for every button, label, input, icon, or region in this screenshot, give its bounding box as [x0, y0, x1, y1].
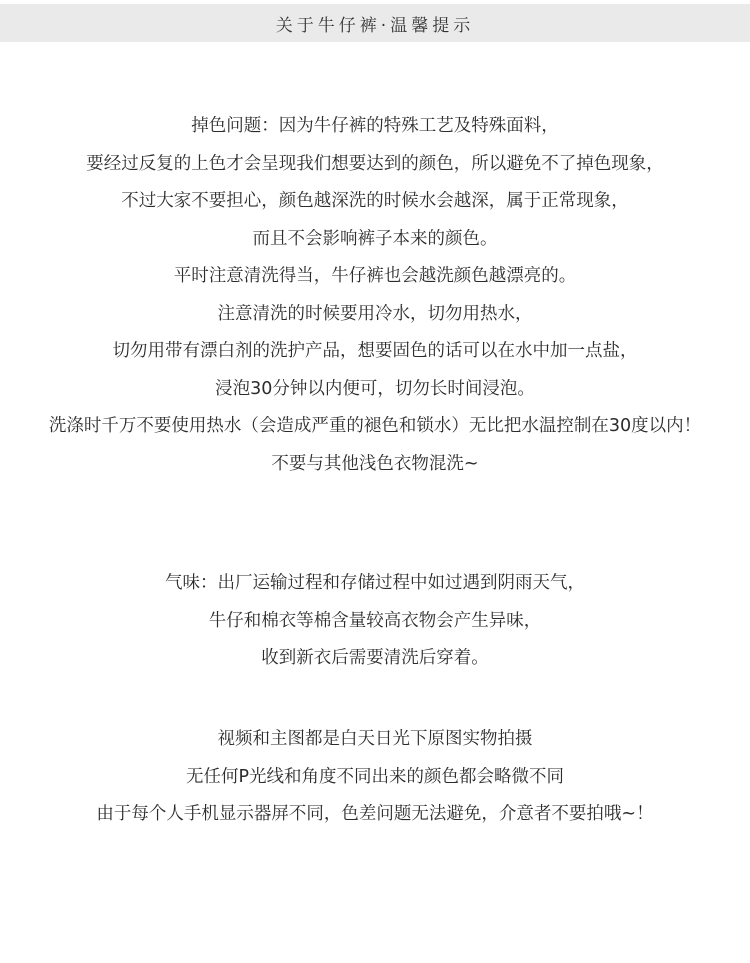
- fading-notice-line: 洗涤时千万不要使用热水（会造成严重的褪色和锁水）无比把水温控制在30度以内！: [48, 416, 702, 436]
- fading-notice-line: 注意清洗的时候要用冷水，切勿用热水，: [217, 303, 533, 324]
- fading-notice: [0, 108, 750, 483]
- odor-notice: [0, 565, 750, 678]
- fading-notice-line: 不过大家不要担心，颜色越深洗的时候水会越深，属于正常现象，: [121, 191, 629, 211]
- odor-notice-line: 收到新衣后需要清洗后穿着。: [261, 648, 489, 668]
- photo-notice-line: 由于每个人手机显示器屏不同，色差问题无法避免，介意者不要拍哦~！: [96, 804, 654, 824]
- fading-notice-line: 平时注意清洗得当，牛仔裤也会越洗颜色越漂亮的。: [173, 266, 577, 286]
- fading-notice-line: 浸泡30分钟以内便可，切勿长时间浸泡。: [215, 378, 535, 399]
- fading-notice-line: 而且不会影响裤子本来的颜色。: [252, 228, 498, 249]
- fading-notice-line: 掉色问题：因为牛仔裤的特殊工艺及特殊面料，: [191, 116, 559, 136]
- photo-notice-line: 无任何P光线和角度不同出来的颜色都会略微不同: [185, 766, 565, 787]
- header-title: 关于牛仔裤·温馨提示: [275, 15, 475, 36]
- photo-notice: [0, 721, 750, 834]
- fading-notice-line: 要经过反复的上色才会呈现我们想要达到的颜色，所以避免不了掉色现象，: [86, 153, 664, 174]
- fading-notice-line: 不要与其他浅色衣物混洗~: [271, 453, 479, 474]
- odor-notice-line: 气味：出厂运输过程和存储过程中如过遇到阴雨天气，: [165, 573, 585, 593]
- odor-notice-line: 牛仔和棉衣等棉含量较高衣物会产生异味，: [208, 610, 542, 631]
- photo-notice-line: 视频和主图都是白天日光下原图实物拍摄: [217, 729, 533, 749]
- fading-notice-line: 切勿用带有漂白剂的洗护产品，想要固色的话可以在水中加一点盐，: [112, 341, 638, 361]
- header-bar: [0, 4, 750, 42]
